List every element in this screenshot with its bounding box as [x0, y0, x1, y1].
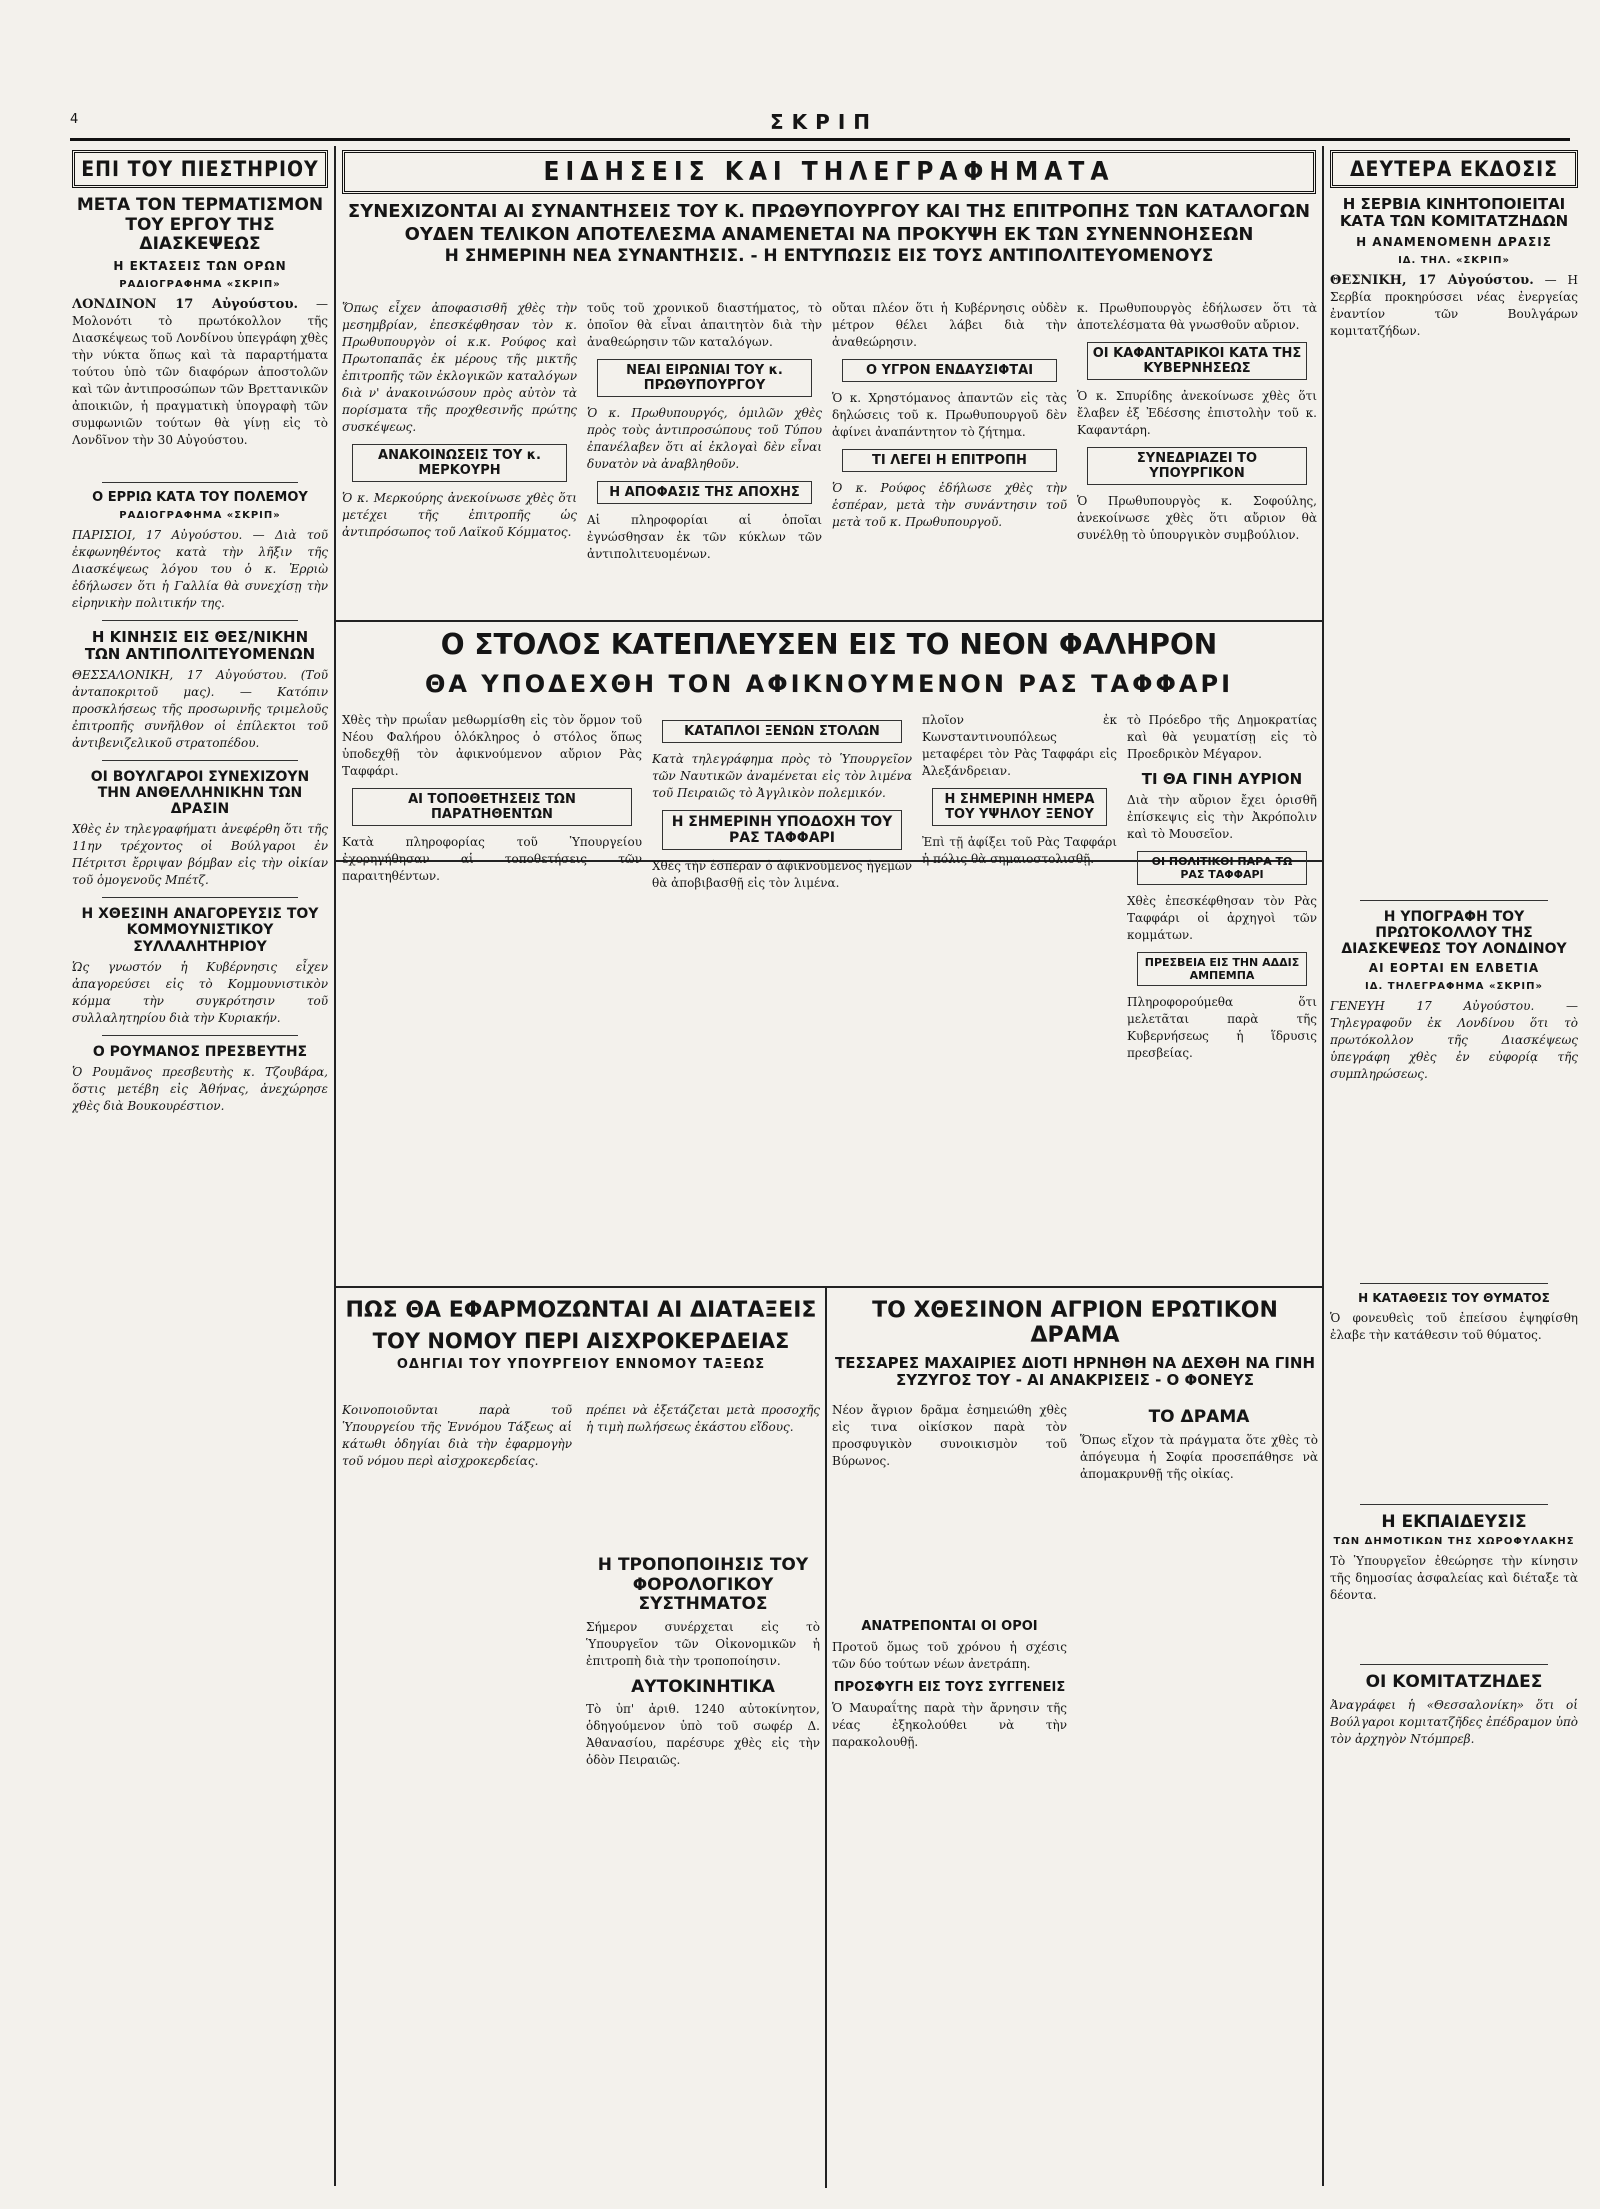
law-column-j — [586, 1402, 820, 1777]
article-text: Χθὲς τὴν πρωΐαν μεθωρμίσθη εἰς τὸν ὅρμον τοῦ Νέου Φαλήρου ὁλόκληρος ὁ στόλος ὅπως ὑποδεχθῇ τὸν ἀφικνούμενον αὔριον Ρὰς Ταφφάρι. — [342, 713, 642, 778]
masthead — [70, 108, 1570, 141]
article-text: — Η Σερβία προκηρύσσει νέας ἐνεργείας ἐναντίον τῶν Βουλγάρων κομιτατζήδων. — [1330, 272, 1578, 338]
article-text: Κοινοποιοῦνται παρὰ τοῦ Ὑπουργείου τῆς Ἐννόμου Τάξεως αἱ κάτωθι ὁδηγίαι διὰ τὴν ἐφαρμογὴν τοῦ νόμου περὶ αἰσχροκερδείας. — [342, 1403, 572, 1468]
article-text: Ὁ Ρουμᾶνος πρεσβευτὴς κ. Τζουβάρα, ὅστις μετέβη εἰς Ἀθήνας, ἀνεχώρησε χθὲς διὰ Βουκουρέστιον. — [72, 1064, 328, 1113]
article-subhead: Η ΑΠΟΦΑΣΙΣ ΤΗΣ ΑΠΟΧΗΣ — [597, 481, 812, 504]
right-column — [1330, 150, 1578, 2190]
article-text: Νέον ἄγριον δρᾶμα ἐσημειώθη χθὲς εἰς τινα οἰκίσκον παρὰ τὸν προσφυγικὸν συνοικισμὸν τοῦ Βύρωνος. — [832, 1403, 1067, 1468]
fleet-column-h — [1127, 712, 1317, 1282]
fleet-column-f — [652, 712, 912, 1282]
banner-headline: ΣΥΝΕΧΙΖΟΝΤΑΙ ΑΙ ΣΥΝΑΝΤΗΣΕΙΣ ΤΟΥ Κ. ΠΡΩΘΥΠΟΥΡΓΟΥ ΚΑΙ ΤΗΣ ΕΠΙΤΡΟΠΗΣ ΤΩΝ ΚΑΤΑΛΟΓΩΝ — [347, 201, 1311, 222]
article-text: Ὅπως εἶχεν ἀποφασισθῆ χθὲς τὴν μεσημβρίαν, ἐπεσκέφθησαν τὸν κ. Πρωθυπουργὸν οἱ κ.κ. Ρούφος καὶ Πρωτοπαπᾶς ἐκ μέρους τῆς μικτῆς ἐπιτροπῆς τῶν ἐκλογικῶν καταλόγων διὰ ν' ἀνακοινώσουν πρὸς αὐτὸν τὰ πορίσματα τῆς προχθεσινῆς πρώτης συσκέψεως. — [342, 301, 577, 434]
article-headline: Η ΕΚΠΑΙΔΕΥΣΙΣ — [1381, 1511, 1527, 1532]
article-headline: Η ΥΠΟΓΡΑΦΗ ΤΟΥ ΠΡΩΤΟΚΟΛΛΟΥ ΤΗΣ ΔΙΑΣΚΕΨΕΩΣ ΤΟΥ ΛΟΝΔΙΝΟΥ — [1341, 908, 1567, 957]
article-subhead: ΤΟ ΔΡΑΜΑ — [1148, 1407, 1250, 1427]
news-column-d — [1077, 300, 1317, 620]
article-text: Ὁ Πρωθυπουργὸς κ. Σοφούλης, ἀνεκοίνωσε χθὲς ὅτι αὔριον θὰ συνέλθῃ τὸ ὑπουργικὸν συμβούλιον. — [1077, 494, 1317, 542]
article-text: Χθὲς τὴν ἑσπέραν ὁ ἀφικνούμενος ἡγεμὼν θὰ ἀποβιβασθῇ εἰς τὸν λιμένα. — [652, 859, 912, 890]
article-subhead: Η ΣΗΜΕΡΙΝΗ ΥΠΟΔΟΧΗ ΤΟΥ ΡΑΣ ΤΑΦΦΑΡΙ — [662, 810, 902, 850]
article-subhead: Η ΣΗΜΕΡΙΝΗ ΗΜΕΡΑ ΤΟΥ ΥΨΗΛΟΥ ΞΕΝΟΥ — [932, 788, 1107, 826]
fleet-headline: Ο ΣΤΟΛΟΣ ΚΑΤΕΠΛΕΥΣΕΝ ΕΙΣ ΤΟ ΝΕΟΝ ΦΑΛΗΡΟΝ — [440, 628, 1218, 661]
divider — [1360, 1664, 1548, 1665]
article-text: Ὁ κ. Σπυρίδης ἀνεκοίνωσε χθὲς ὅτι ἔλαβεν ἐξ Ἐδέσσης ἐπιστολὴν τοῦ κ. Καφαντάρη. — [1077, 389, 1317, 437]
article-source: ΙΔ. ΤΗΛ. «ΣΚΡΙΠ» — [1398, 254, 1510, 266]
article-text: Χθὲς ἐπεσκέφθησαν τὸν Ρὰς Ταφφάρι οἱ ἀρχηγοὶ τῶν κομμάτων. — [1127, 894, 1317, 943]
article-headline: Η ΧΘΕΣΙΝΗ ΑΝΑΓΟΡΕΥΣΙΣ ΤΟΥ ΚΟΜΜΟΥΝΙΣΤΙΚΟΥ ΣΥΛΛΑΛΗΤΗΡΙΟΥ — [81, 906, 319, 955]
divider — [1360, 1283, 1548, 1284]
crime-article — [832, 1292, 1318, 2182]
crime-column-k — [832, 1402, 1067, 1759]
divider — [102, 760, 298, 761]
newspaper-name: ΣΚΡΙΠ — [770, 110, 878, 134]
dateline: ΛΟΝΔΙΝΟΝ 17 Αὐγούστου. — [72, 296, 298, 312]
article-text: κ. Πρωθυπουργὸς ἐδήλωσεν ὅτι τὰ ἀποτελέσματα θὰ γνωσθοῦν αὔριον. — [1077, 301, 1317, 332]
fleet-subheadline: ΘΑ ΥΠΟΔΕΧΘΗ ΤΟΝ ΑΦΙΚΝΟΥΜΕΝΟΝ ΡΑΣ ΤΑΦΦΑΡΙ — [424, 670, 1234, 698]
left-column — [72, 150, 328, 2190]
article-subhead: ΟΙ ΠΟΛΙΤΙΚΟΙ ΠΑΡΑ ΤΩ ΡΑΣ ΤΑΦΦΑΡΙ — [1137, 851, 1307, 885]
article-headline: ΜΕΤΑ ΤΟΝ ΤΕΡΜΑΤΙΣΜΟΝ ΤΟΥ ΕΡΓΟΥ ΤΗΣ ΔΙΑΣΚΕΨΕΩΣ — [76, 195, 324, 255]
article-subheadline: ΤΩΝ ΔΗΜΟΤΙΚΩΝ ΤΗΣ ΧΩΡΟΦΥΛΑΚΗΣ — [1333, 1536, 1575, 1548]
article-subheadline: ΑΙ ΕΟΡΤΑΙ ΕΝ ΕΛΒΕΤΙΑ — [1368, 960, 1540, 975]
article-text: οὔται πλέον ὅτι ἡ Κυβέρνησις οὐδὲν μέτρον θέλει λάβει διὰ τὴν ἀναθεώρησιν. — [832, 301, 1067, 349]
section-box-title: ΔΕΥΤΕΡΑ ΕΚΔΟΣΙΣ — [1330, 150, 1578, 188]
fleet-column-e — [342, 712, 642, 1282]
column-rule — [334, 146, 336, 2186]
article-headline: ΑΥΤΟΚΙΝΗΤΙΚΑ — [631, 1676, 775, 1697]
column-rule — [1322, 146, 1324, 2186]
article-headline: Η ΣΕΡΒΙΑ ΚΙΝΗΤΟΠΟΙΕΙΤΑΙ ΚΑΤΑ ΤΩΝ ΚΟΜΙΤΑΤΖΗΔΩΝ — [1339, 195, 1569, 231]
article-subhead: Η ΚΑΤΑΘΕΣΙΣ ΤΟΥ ΘΥΜΑΤΟΣ — [1358, 1290, 1550, 1305]
news-column-b — [587, 300, 822, 620]
law-article — [342, 1292, 820, 2182]
page-number: 4 — [70, 112, 79, 127]
article-subhead: ΠΡΕΣΒΕΙΑ ΕΙΣ ΤΗΝ ΑΔΔΙΣ ΑΜΠΕΜΠΑ — [1137, 952, 1307, 986]
divider — [102, 897, 298, 898]
divider — [1360, 1504, 1548, 1505]
article-headline: Η ΚΙΝΗΣΙΣ ΕΙΣ ΘΕΣ/ΝΙΚΗΝ ΤΩΝ ΑΝΤΙΠΟΛΙΤΕΥΟΜΕΝΩΝ — [84, 627, 316, 663]
article-text: Κατὰ τηλεγράφημα πρὸς τὸ Ὑπουργεῖον τῶν Ναυτικῶν ἀναμένεται εἰς τὸν λιμένα τοῦ Πειραιῶς τὸ Ἀγγλικὸν πολεμικόν. — [652, 752, 912, 800]
article-text: Διὰ τὴν αὔριον ἔχει ὁρισθῆ ἐπίσκεψις εἰς τὴν Ἀκρόπολιν καὶ τὸ Μουσεῖον. — [1127, 793, 1317, 842]
article-subheadline: ΤΕΣΣΑΡΕΣ ΜΑΧΑΙΡΙΕΣ ΔΙΟΤΙ ΗΡΝΗΘΗ ΝΑ ΔΕΧΘΗ ΝΑ ΓΙΝΗ ΣΥΖΥΓΟΣ ΤΟΥ - ΑΙ ΑΝΑΚΡΙΣΕΙΣ - Ο ΦΟΝΕΥΣ — [835, 1353, 1315, 1389]
article-text: ΠΑΡΙΣΙΟΙ, 17 Αὐγούστου. — Διὰ τοῦ ἐκφωνηθέντος κατὰ τὴν λῆξιν τῆς Διασκέψεως λόγου του ὁ κ. Ἐρριὼ ἐδήλωσεν ὅτι ἡ Γαλλία θὰ συνεχίσῃ τὴν εἰρηνικὴν πολιτικήν της. — [72, 527, 328, 610]
fleet-column-g — [922, 712, 1117, 1282]
article-text: Ὁ κ. Μερκούρης ἀνεκοίνωσε χθὲς ὅτι μετέχει τῆς ἐπιτροπῆς ὡς ἀντιπρόσωπος τοῦ Λαϊκοῦ Κόμματος. — [342, 491, 577, 539]
article-text: Αἱ πληροφορίαι αἱ ὁποῖαι ἐγνώσθησαν ἐκ τῶν κύκλων τῶν ἀντιπολιτευομένων. — [587, 513, 822, 561]
article-text: Ὅπως εἴχον τὰ πράγματα ὅτε χθὲς τὸ ἀπόγευμα ἡ Σοφία προσεπάθησε νὰ ἀπομακρυνθῇ τῆς οἰκίας. — [1080, 1432, 1318, 1481]
divider — [1360, 900, 1548, 901]
section-rule — [336, 620, 1322, 622]
article-strap: ΟΔΗΓΙΑΙ ΤΟΥ ΥΠΟΥΡΓΕΙΟΥ ΕΝΝΟΜΟΥ ΤΑΞΕΩΣ — [396, 1357, 766, 1373]
article-headline: Η ΤΡΟΠΟΠΟΙΗΣΙΣ ΤΟΥ ΦΟΡΟΛΟΓΙΚΟΥ ΣΥΣΤΗΜΑΤΟΣ — [597, 1555, 809, 1615]
article-subhead: ΑΝΑΚΟΙΝΩΣΕΙΣ ΤΟΥ κ. ΜΕΡΚΟΥΡΗ — [352, 444, 567, 482]
article-subhead: ΚΑΤΑΠΛΟΙ ΞΕΝΩΝ ΣΤΟΛΩΝ — [662, 720, 902, 743]
article-subhead: ΟΙ ΚΑΦΑΝΤΑΡΙΚΟΙ ΚΑΤΑ ΤΗΣ ΚΥΒΕΡΝΗΣΕΩΣ — [1087, 342, 1307, 380]
article-subheadline: Η ΑΝΑΜΕΝΟΜΕΝΗ ΔΡΑΣΙΣ — [1356, 234, 1552, 249]
section-box-title: ΕΠΙ ΤΟΥ ΠΙΕΣΤΗΡΙΟΥ — [72, 150, 328, 188]
divider — [102, 1035, 298, 1036]
divider — [102, 482, 298, 483]
article-text: τὸ Πρόεδρο τῆς Δημοκρατίας καὶ θὰ γευματίσῃ εἰς τὸ Προεδρικὸν Μέγαρον. — [1127, 713, 1317, 761]
banner-headline: Η ΣΗΜΕΡΙΝΗ ΝΕΑ ΣΥΝΑΝΤΗΣΙΣ. - Η ΕΝΤΥΠΩΣΙΣ ΕΙΣ ΤΟΥΣ ΑΝΤΙΠΟΛΙΤΕΥΟΜΕΝΟΥΣ — [444, 246, 1214, 267]
article-body-continuation — [72, 457, 328, 474]
section-box-title: ΕΙΔΗΣΕΙΣ ΚΑΙ ΤΗΛΕΓΡΑΦΗΜΑΤΑ — [342, 150, 1316, 194]
article-text: Ὡς γνωστόν ἡ Κυβέρνησις εἶχεν ἀπαγορεύσει εἰς τὸ Κομμουνιστικὸν κόμμα τὴν συγκρότησιν τοῦ συλλαλητηρίου διὰ τὴν Κυριακήν. — [72, 959, 328, 1025]
article-text: Κατὰ πληροφορίας τοῦ Ὑπουργείου ἐχορηγήθησαν αἱ τοποθετήσεις τῶν παραιτηθέντων. — [342, 835, 642, 883]
section-rule — [336, 1286, 1322, 1288]
column-rule — [825, 1288, 827, 2188]
article-text: τοῦς τοῦ χρονικοῦ διαστήματος, τὸ ὁποῖον θὰ εἶναι ἀπαιτητὸν διὰ τὴν ἀναθεώρησιν τῶν καταλόγων. — [587, 301, 822, 349]
crime-column-l — [1080, 1402, 1318, 1491]
article-subhead: ΤΙ ΛΕΓΕΙ Η ΕΠΙΤΡΟΠΗ — [842, 449, 1057, 472]
article-headline: ΟΙ ΒΟΥΛΓΑΡΟΙ ΣΥΝΕΧΙΖΟΥΝ ΤΗΝ ΑΝΘΕΛΛΗΝΙΚΗΝ ΤΩΝ ΔΡΑΣΙΝ — [90, 769, 310, 818]
article-text: Ἀναγράφει ἡ «Θεσσαλονίκη» ὅτι οἱ Βούλγαροι κομιτατζῆδες ἐπέδραμον ὑπὸ τὸν ἀρχηγὸν Ντόμπρεβ. — [1330, 1697, 1578, 1746]
article-headline: Ο ΡΟΥΜΑΝΟΣ ΠΡΕΣΒΕΥΤΗΣ — [92, 1043, 308, 1060]
news-column-c — [832, 300, 1067, 620]
article-text: ΘΕΣΣΑΛΟΝΙΚΗ, 17 Αὐγούστου. (Τοῦ ἀνταποκριτοῦ μας). — Κατόπιν προσκλήσεως τῆς προσωρινῆς τριμελοῦς ἐπιτροπῆς συνῆλθον οἱ ἐπίλεκτοι τοῦ ἀντιβενιζελικοῦ στρατοπέδου. — [72, 668, 328, 751]
banner-headline: ΟΥΔΕΝ ΤΕΛΙΚΟΝ ΑΠΟΤΕΛΕΣΜΑ ΑΝΑΜΕΝΕΤΑΙ ΝΑ ΠΡΟΚΥΨΗ ΕΚ ΤΩΝ ΣΥΝΕΝΝΟΗΣΕΩΝ — [404, 223, 1254, 245]
article-text: ΓΕΝΕΥΗ 17 Αὐγούστου. — Τηλεγραφοῦν ἐκ Λονδίνου ὅτι τὸ πρωτόκολλον τῆς Διασκέψεως ὑπεγράφη χθὲς ἐν εὐφορίᾳ τῆς συμπληρώσεως. — [1330, 998, 1578, 1081]
divider — [102, 620, 298, 621]
article-text: πρέπει νὰ ἐξετάζεται μετὰ προσοχῆς ἡ τιμὴ πωλήσεως ἑκάστου εἴδους. — [586, 1403, 820, 1434]
article-text: Ὁ Μαυραΐτης παρὰ τὴν ἄρνησιν τῆς νέας ἐξηκολούθει νὰ τὴν παρακολουθῇ. — [832, 1700, 1067, 1749]
article-source: ΙΔ. ΤΗΛΕΓΡΑΦΗΜΑ «ΣΚΡΙΠ» — [1365, 980, 1543, 992]
article-text: Ὁ κ. Πρωθυπουργός, ὁμιλῶν χθὲς πρὸς τοὺς ἀντιπροσώπους τοῦ Τύπου ἐπανέλαβεν ὅτι αἱ ἐκλογαὶ δὲν εἶναι δυνατὸν νὰ ἀναβληθοῦν. — [587, 406, 822, 471]
law-column-i — [342, 1402, 572, 1478]
article-subhead: ΑΙ ΤΟΠΟΘΕΤΗΣΕΙΣ ΤΩΝ ΠΑΡΑΤΗΘΕΝΤΩΝ — [352, 788, 632, 826]
article-text: Ὁ κ. Χρηστόμανος ἀπαντῶν εἰς τὰς δηλώσεις τοῦ κ. Πρωθυπουργοῦ δὲν ἀφίνει ἀναπάντητον τὸ ζήτημα. — [832, 391, 1067, 439]
article-text: Ὁ κ. Ρούφος ἐδήλωσε χθὲς τὴν ἑσπέραν, μετὰ τὴν συνάντησιν τοῦ μετὰ τοῦ κ. Πρωθυπουργοῦ. — [832, 481, 1067, 529]
article-text: Σήμερον συνέρχεται εἰς τὸ Ὑπουργεῖον τῶν Οἰκονομικῶν ἡ ἐπιτροπὴ διὰ τὴν τροποποίησιν. — [586, 1619, 820, 1668]
article-headline: ΟΙ ΚΟΜΙΤΑΤΖΗΔΕΣ — [1365, 1672, 1543, 1693]
article-text: πλοῖον ἐκ Κωνσταντινουπόλεως μεταφέρει τὸν Ρὰς Ταφφάρι εἰς Ἀλεξάνδρειαν. — [922, 713, 1117, 778]
article-subhead: ΣΥΝΕΔΡΙΑΖΕΙ ΤΟ ΥΠΟΥΡΓΙΚΟΝ — [1087, 447, 1307, 485]
article-subheadline: ΤΟΥ ΝΟΜΟΥ ΠΕΡΙ ΑΙΣΧΡΟΚΕΡΔΕΙΑΣ — [372, 1329, 790, 1354]
article-source: ΡΑΔΙΟΓΡΑΦΗΜΑ «ΣΚΡΙΠ» — [119, 278, 281, 290]
article-text: Πληροφορούμεθα ὅτι μελετᾶται παρὰ τῆς Κυβερνήσεως ἡ ἵδρυσις πρεσβείας. — [1127, 995, 1317, 1061]
article-subhead: ΝΕΑΙ ΕΙΡΩΝΙΑΙ ΤΟΥ κ. ΠΡΩΘΥΠΟΥΡΓΟΥ — [597, 359, 812, 397]
article-text: Προτοῦ ὅμως τοῦ χρόνου ἡ σχέσις τῶν δύο τούτων νέων ἀνετράπη. — [832, 1639, 1067, 1671]
article-headline: ΠΩΣ ΘΑ ΕΦΑΡΜΟΖΩΝΤΑΙ ΑΙ ΔΙΑΤΑΞΕΙΣ — [345, 1298, 817, 1323]
article-subhead: ΠΡΟΣΦΥΓΗ ΕΙΣ ΤΟΥΣ ΣΥΓΓΕΝΕΙΣ — [833, 1679, 1066, 1695]
dateline: ΘΕΣΝΙΚΗ, 17 Αὐγούστου. — [1330, 272, 1534, 288]
article-text: Τὸ Ὑπουργεῖον ἐθεώρησε τὴν κίνησιν τῆς δημοσίας ἀσφαλείας καὶ διέταξε τὰ δέοντα. — [1330, 1554, 1578, 1603]
article-subheadline: Η ΕΚΤΑΣΕΙΣ ΤΩΝ ΟΡΩΝ — [113, 258, 287, 273]
article-text: Χθὲς ἐν τηλεγραφήματι ἀνεφέρθη ὅτι τῆς 11ην τρέχοντος οἱ Βούλγαροι ἐν Πέτριτσι ἔρριψαν βόμβαν εἰς τὴν οἰκίαν τοῦ ὁμογενοῦς Μπέτζ. — [72, 822, 328, 888]
article-text: — Μολονότι τὸ πρωτόκολλον τῆς Διασκέψεως τοῦ Λονδίνου ὑπεγράφη χθὲς τὴν νύκτα ὅπως καὶ τὰ παραρτήματα τούτου ὑπὸ τῶν διαφόρων ἀποστολῶν καὶ τῶν ἀντιπροσώπων τῶν Βρεττανικῶν ἀποικιῶν, ἡ πραγματικὴ ὑπογραφὴ τῶν συμφωνιῶν τούτων θὰ γίνῃ εἰς τὸ Λονδῖνον τὴν 30 Αὐγούστου. — [72, 296, 328, 447]
article-subhead: Ο ΥΓΡΟΝ ΕΝΔΑΥΣΙΦΤΑΙ — [842, 359, 1057, 382]
article-text: Τὸ ὑπ' ἀριθ. 1240 αὐτοκίνητον, ὁδηγούμενον ὑπὸ τοῦ σωφέρ Δ. Ἀθανασίου, παρέσυρε χθὲς εἰς τὴν ὁδὸν Πειραιῶς. — [586, 1702, 820, 1768]
article-headline: ΤΟ ΧΘΕΣΙΝΟΝ ΑΓΡΙΟΝ ΕΡΩΤΙΚΟΝ ΔΡΑΜΑ — [872, 1298, 1278, 1349]
article-text: Ἐπὶ τῇ ἀφίξει τοῦ Ρὰς Ταφφάρι ἡ πόλις θὰ σημαιοστολισθῇ. — [922, 835, 1117, 866]
news-column-a — [342, 300, 577, 620]
article-source: ΡΑΔΙΟΓΡΑΦΗΜΑ «ΣΚΡΙΠ» — [119, 509, 281, 521]
article-subhead: ΑΝΑΤΡΕΠΟΝΤΑΙ ΟΙ ΟΡΟΙ — [861, 1619, 1038, 1634]
article-subhead: ΤΙ ΘΑ ΓΙΝΗ ΑΥΡΙΟΝ — [1141, 770, 1303, 788]
article-headline: Ο ΕΡΡΙΩ ΚΑΤΑ ΤΟΥ ΠΟΛΕΜΟΥ — [92, 489, 308, 505]
article-text: Ὁ φονευθεὶς τοῦ ἐπείσου ἐψηφίσθη ἐλαβε τὴν κατάθεσιν τοῦ θύματος. — [1330, 1310, 1578, 1342]
